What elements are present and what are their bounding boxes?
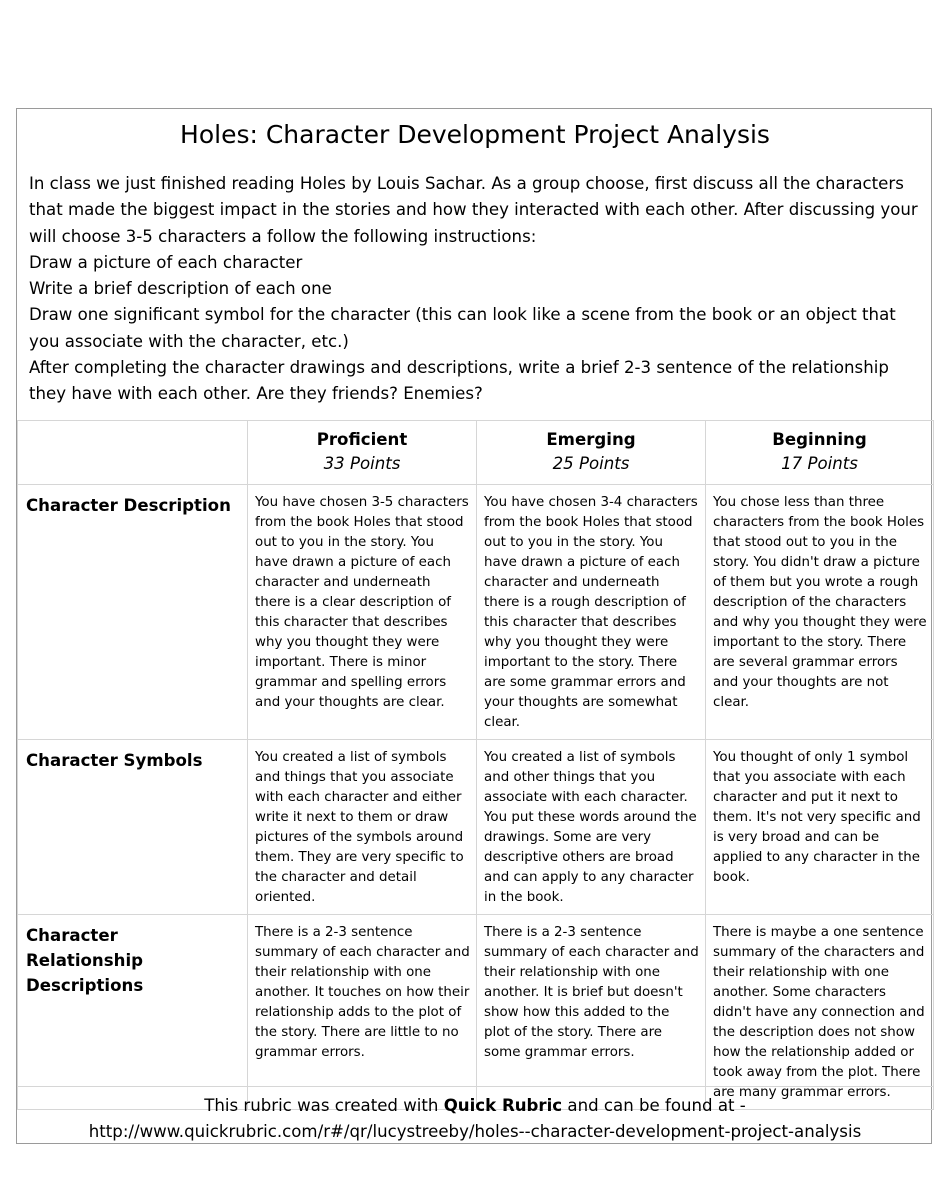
level-header-emerging [477,421,706,485]
rubric-header-row [18,421,934,485]
instruction-item: Write a brief description of each one [29,279,332,299]
criterion-row-relationship [18,915,934,1110]
criterion-cell: You have chosen 3-4 characters from the book Holes that stood out to you in the story. You have drawn a picture of each character and underneath there is a rough description of this character that describes why you thought they were important to the story. There are some grammar errors and your thoughts are somewhat clear. [477,485,706,740]
level-name: Beginning [772,430,867,449]
criterion-cell: You thought of only 1 symbol that you associate with each character and put it next to them. It's not very specific and is very broad and can be applied to any character in the book. [706,740,934,915]
criterion-cell: You have chosen 3-5 characters from the book Holes that stood out to you in the story. You have drawn a picture of each character and underneath there is a clear description of this character that describes why you thought they were important. There is minor grammar and spelling errors and your thoughts are clear. [248,485,477,740]
criterion-name: Character Symbols [18,740,248,915]
instruction-item: Draw a picture of each character [29,252,303,272]
footer-credit [17,1093,933,1119]
criterion-row-description [18,485,934,740]
criteria-header-blank [18,421,248,485]
quick-rubric-brand: Quick Rubric [443,1096,563,1115]
footer-suffix: and can be found at - [562,1096,746,1115]
instruction-item: Draw one significant symbol for the character (this can look like a scene from the book or an object that you associate with the character, etc.) [29,305,896,351]
criterion-cell: You chose less than three characters from the book Holes that stood out to you in the story. You didn't draw a picture of them but you wrote a rough description of the characters and why you thought they were important to the story. There are several grammar errors and your thoughts are not clear. [706,485,934,740]
criterion-name: Character Relationship Descriptions [18,915,248,1110]
criterion-cell: There is a 2-3 sentence summary of each character and their relationship with one another. It is brief but doesn't show how this added to the plot of the story. There are some grammar errors. [477,915,706,1110]
level-name: Emerging [546,430,636,449]
rubric-intro [29,171,919,408]
intro-paragraph: In class we just finished reading Holes by Louis Sachar. As a group choose, first discuss all the characters that made the biggest impact in the stories and how they interacted with each other. After discussing your will choose 3-5 characters a follow the following instructions: [29,174,918,246]
level-points: 33 Points [323,454,401,473]
instruction-item: After completing the character drawings and descriptions, write a brief 2-3 sentence of the relationship they have with each other. Are they friends? Enemies? [29,358,889,404]
footer-url[interactable]: http://www.quickrubric.com/r#/qr/lucystreeby/holes--character-development-project-analysis [88,1122,862,1141]
rubric-footer [17,1086,933,1145]
criterion-row-symbols [18,740,934,915]
criterion-cell: There is a 2-3 sentence summary of each character and their relationship with one another. It touches on how their relationship adds to the plot of the story. There are little to no grammar errors. [248,915,477,1110]
criterion-cell: You created a list of symbols and other things that you associate with each character. You put these words around the drawings. Some are very descriptive others are broad and can apply to any character in the book. [477,740,706,915]
level-header-beginning [706,421,934,485]
level-points: 17 Points [781,454,858,473]
rubric-title: Holes: Character Development Project Analysis [180,120,770,149]
criterion-cell: There is maybe a one sentence summary of the characters and their relationship with one another. Some characters didn't have any connection and the description does not show how the relationship added or took away from the plot. There are many grammar errors. [706,915,934,1110]
level-header-proficient [248,421,477,485]
level-name: Proficient [316,430,408,449]
level-points: 25 Points [552,454,630,473]
footer-prefix: This rubric was created with [204,1096,444,1115]
criterion-cell: You created a list of symbols and things that you associate with each character and either write it next to them or draw pictures of the symbols around them. They are very specific to the character and detail oriented. [248,740,477,915]
rubric-table [17,420,934,1110]
criterion-name: Character Description [18,485,248,740]
rubric-document [16,108,932,1144]
